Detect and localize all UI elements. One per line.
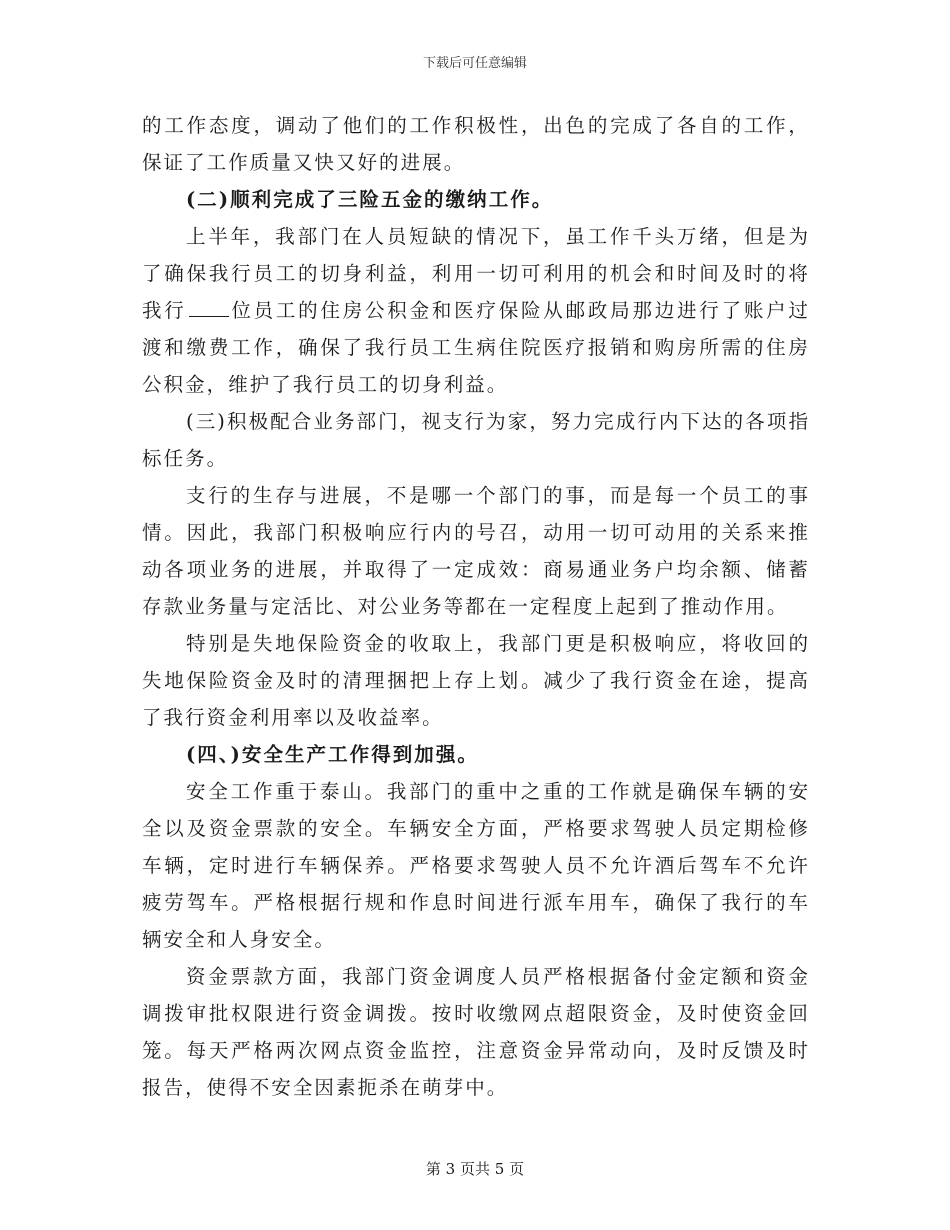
paragraph-continuation: 的工作态度，调动了他们的工作积极性，出色的完成了各自的工作，保证了工作质量又快又好的进展。 — [142, 114, 810, 174]
paragraph-land-insurance: 特别是失地保险资金的收取上，我部门更是积极响应，将收回的失地保险资金及时的清理捆把上存上划。减少了我行资金在途，提高了我行资金利用率以及收益率。 — [142, 632, 810, 729]
paragraph-insurance-part1: 上半年，我部门在人员短缺的情况下，虽工作千头万绪，但是为了确保我行员工的切身利益，利用一切可利用的机会和时间及时的将我行 — [142, 225, 810, 322]
paragraph-insurance-part2: 位员工的住房公积金和医疗保险从邮政局那边进行了账户过渡和缴费工作，确保了我行员工生病住院医疗报销和购房所需的住房公积金，维护了我行员工的切身利益。 — [142, 299, 810, 396]
paragraph-branch-development: 支行的生存与进展，不是哪一个部门的事，而是每一个员工的事情。因此，我部门积极响应行内的号召，动用一切可动用的关系来推动各项业务的进展，并取得了一定成效：商易通业务户均余额、储蓄存款业务量与定活比、对公业务等都在一定程度上起到了推动作用。 — [142, 484, 810, 618]
paragraph-funds: 资金票款方面，我部门资金调度人员严格根据备付金定额和资金调拨审批权限进行资金调拨。按时收缴网点超限资金，及时使资金回笼。每天严格两次网点资金监控，注意资金异常动向，及时反馈及时报告，使得不安全因素扼杀在萌芽中。 — [142, 965, 810, 1099]
paragraph-insurance — [142, 218, 810, 403]
section-heading-4: (四、)安全生产工作得到加强。 — [186, 743, 479, 766]
fill-in-blank — [189, 298, 229, 317]
page-header: 下载后可任意编辑 — [422, 56, 527, 71]
paragraph-safety: 安全工作重于泰山。我部门的重中之重的工作就是确保车辆的安全以及资金票款的安全。车辆安全方面，严格要求驾驶人员定期检修车辆，定时进行车辆保养。严格要求驾驶人员不允许酒后驾车不允许疲劳驾车。严格根据行规和作息时间进行派车用车，确保了我行的车辆安全和人身安全。 — [142, 780, 810, 951]
section-heading-2: (二)顺利完成了三险五金的缴纳工作。 — [186, 188, 554, 211]
document-body — [142, 107, 810, 1106]
page-footer: 第 3 页共 5 页 — [425, 1160, 525, 1178]
section-heading-3: (三)积极配合业务部门，视支行为家，努力完成行内下达的各项指标任务。 — [142, 410, 810, 470]
